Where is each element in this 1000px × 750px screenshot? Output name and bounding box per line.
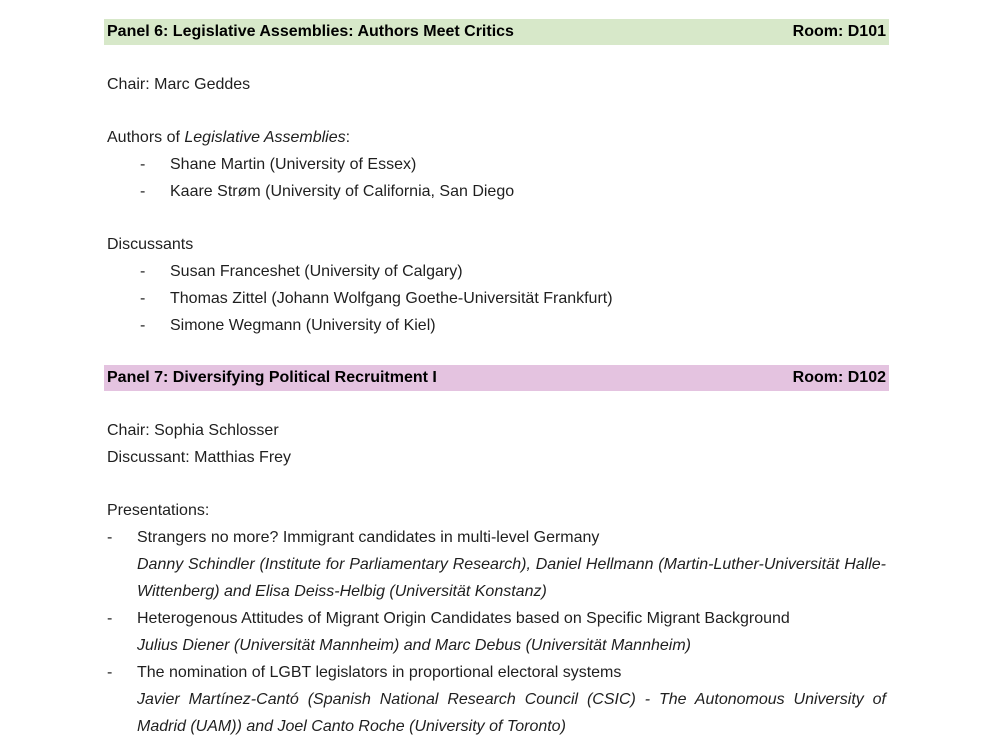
list-item [107, 258, 886, 285]
panel-7-presentations-heading: Presentations: [107, 502, 210, 519]
panel-6-discussants-heading: Discussants [107, 236, 194, 253]
presentation-authors: Danny Schindler (Institute for Parliamentary Research), Daniel Hellmann (Martin-Luther-Universität Halle-Wittenberg) and Elisa Deiss-Helbig (Universität Konstanz) [137, 556, 886, 600]
authors-heading-prefix: Authors of [107, 129, 185, 146]
list-dash: - [140, 317, 146, 334]
panel-6-title: Panel 6: Legislative Assemblies: Authors Meet Critics [107, 23, 514, 40]
discussant-name: Simone Wegmann (University of Kiel) [170, 317, 436, 334]
presentation-authors: Javier Martínez-Cantó (Spanish National Research Council (CSIC) - The Autonomous University of Madrid (UAM)) and Joel Canto Roche (University of Toronto) [137, 691, 886, 735]
panel-6-discussants-list [107, 258, 886, 339]
presentation-title: Strangers no more? Immigrant candidates in multi-level Germany [137, 529, 600, 546]
presentation-authors: Julius Diener (Universität Mannheim) and Marc Debus (Universität Mannheim) [137, 637, 691, 654]
panel-7-presentations-list [107, 524, 886, 740]
panel-7-discussant: Discussant: Matthias Frey [107, 449, 292, 466]
presentation-title: Heterogenous Attitudes of Migrant Origin Candidates based on Specific Migrant Background [137, 610, 790, 627]
authors-heading-book-title: Legislative Assemblies [184, 129, 346, 146]
presentation-title-row [107, 524, 886, 551]
list-item [107, 285, 886, 312]
panel-7-title: Panel 7: Diversifying Political Recruitment I [107, 369, 437, 386]
authors-heading-suffix: : [345, 129, 351, 146]
discussant-name: Thomas Zittel (Johann Wolfgang Goethe-Universität Frankfurt) [170, 290, 613, 307]
panel-6-section [107, 19, 886, 339]
author-name: Shane Martin (University of Essex) [170, 156, 417, 173]
list-dash: - [107, 664, 113, 681]
discussant-name: Susan Franceshet (University of Calgary) [170, 263, 463, 280]
panel-6-chair: Chair: Marc Geddes [107, 76, 251, 93]
author-name: Kaare Strøm (University of California, San Diego [170, 183, 515, 200]
presentation-title: The nomination of LGBT legislators in proportional electoral systems [137, 664, 622, 681]
presentation-title-row [107, 659, 886, 686]
list-dash: - [107, 529, 113, 546]
panel-6-authors-heading [107, 124, 886, 151]
presentation-title-row [107, 605, 886, 632]
list-dash: - [140, 156, 146, 173]
panel-7-section [107, 365, 886, 740]
panel-6-authors-list [107, 151, 886, 205]
panel-7-header [104, 365, 889, 391]
panel-6-room: Room: D101 [792, 23, 886, 40]
list-dash: - [140, 290, 146, 307]
panel-6-header [104, 19, 889, 45]
panel-7-room: Room: D102 [792, 369, 886, 386]
list-item [107, 312, 886, 339]
presentation-item [107, 659, 886, 740]
list-dash: - [140, 183, 146, 200]
presentation-item [107, 605, 886, 659]
list-item [107, 178, 886, 205]
panel-7-chair: Chair: Sophia Schlosser [107, 422, 279, 439]
list-dash: - [140, 263, 146, 280]
list-dash: - [107, 610, 113, 627]
presentation-item [107, 524, 886, 605]
list-item [107, 151, 886, 178]
